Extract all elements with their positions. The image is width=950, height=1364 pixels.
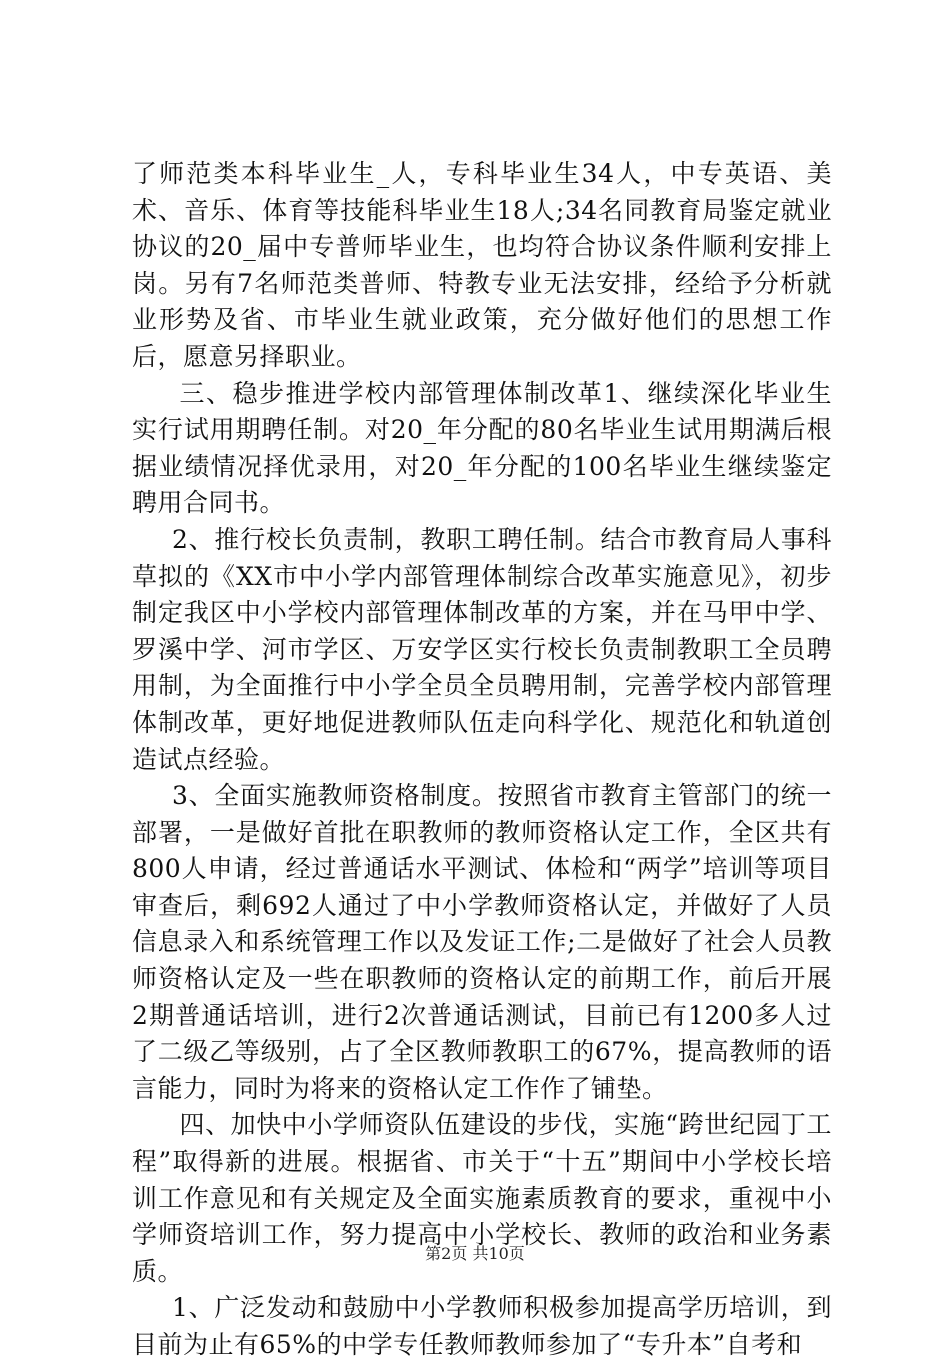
paragraph-6: 1、广泛发动和鼓励中小学教师积极参加提高学历培训，到目前为止有65%的中学专任教师教师参加了“专升本”自考和 bbox=[132, 1293, 832, 1359]
page-footer: 第2页 共10页 bbox=[425, 1244, 525, 1263]
paragraph-3: 2、推行校长负责制，教职工聘任制。结合市教育局人事科草拟的《XX市中小学内部管理体制综合改革实施意见》，初步制定我区中小学校内部管理体制改革的方案，并在马甲中学、罗溪中学、河市学区、万安学区实行校长负责制教职工全员聘用制，为全面推行中小学全员全员聘用制，完善学校内部管理体制改革，更好地促进教师队伍走向科学化、规范化和轨道创造试点经验。 bbox=[132, 524, 832, 774]
document-body bbox=[132, 156, 832, 1364]
paragraph-4: 3、全面实施教师资格制度。按照省市教育主管部门的统一部署，一是做好首批在职教师的教师资格认定工作，全区共有800人申请，经过普通话水平测试、体检和“两学”培训等项目审查后，剩692人通过了中小学教师资格认定，并做好了人员信息录入和系统管理工作以及发证工作;二是做好了社会人员教师资格认定及一些在职教师的资格认定的前期工作，前后开展2期普通话培训，进行2次普通话测试，目前已有1200多人过了二级乙等级别，占了全区教师教职工的67%，提高教师的语言能力，同时为将来的资格认定工作作了铺垫。 bbox=[132, 781, 832, 1103]
paragraph-5: 四、加快中小学师资队伍建设的步伐，实施“跨世纪园丁工程”取得新的进展。根据省、市关于“十五”期间中小学校长培训工作意见和有关规定及全面实施素质教育的要求，重视中小学师资培训工作，努力提高中小学校长、教师的政治和业务素质。 bbox=[132, 1110, 832, 1286]
paragraph-2: 三、稳步推进学校内部管理体制改革1、继续深化毕业生实行试用期聘任制。对20_年分配的80名毕业生试用期满后根据业绩情况择优录用，对20_年分配的100名毕业生继续鉴定聘用合同书。 bbox=[132, 378, 832, 518]
paragraph-1: 了师范类本科毕业生_人，专科毕业生34人，中专英语、美术、音乐、体育等技能科毕业生18人;34名同教育局鉴定就业协议的20_届中专普师毕业生，也均符合协议条件顺利安排上岗。另有7名师范类普师、特教专业无法安排，经给予分析就业形势及省、市毕业生就业政策，充分做好他们的思想工作后，愿意另择职业。 bbox=[132, 159, 832, 371]
